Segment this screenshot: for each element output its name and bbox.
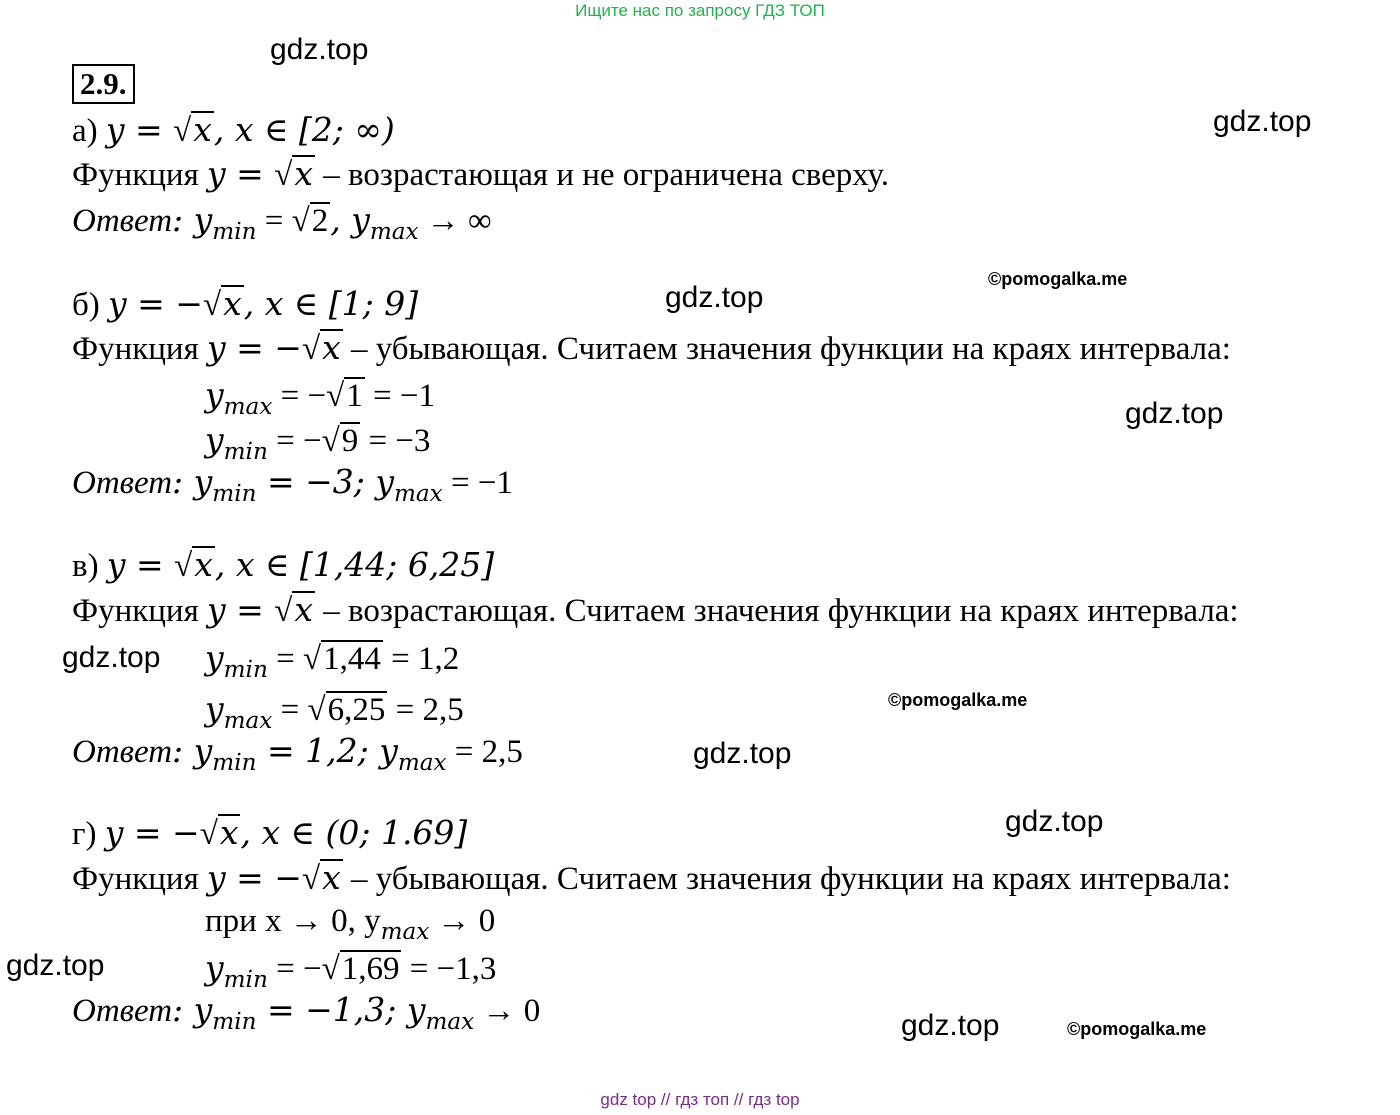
part-b-calc-max: $y_{max} = -√1 = -1$ (205, 375, 435, 421)
copyright-mark: ©pomogalka.me (888, 690, 1028, 710)
watermark: gdz.top (270, 33, 369, 66)
watermark: gdz.top (1005, 805, 1104, 838)
part-d-answer: Ответ: $y_{min} = -1,3$; $y_{max} \to 0$ (72, 990, 541, 1036)
watermark: gdz.top (6, 949, 105, 982)
top-banner: Ищите нас по запросу ГДЗ ТОП (575, 1, 825, 20)
part-d-calc-max: при x → 0, $y_{max} \to 0$ (205, 903, 496, 946)
part-a-description: Функция y = √x – возрастающая и не ограничена сверху. (72, 154, 889, 193)
part-c-answer: Ответ: $y_{min} = 1,2$; $y_{max} = 2,5$ (72, 731, 523, 777)
part-b-heading: б) y = −√x, x ∈ [1; 9] (72, 284, 419, 323)
copyright-mark: ©pomogalka.me (1067, 1019, 1207, 1039)
copyright-mark: ©pomogalka.me (988, 269, 1128, 289)
part-b-calc-min: $y_{min} = -√9 = -3$ (205, 420, 431, 466)
watermark: gdz.top (665, 281, 764, 314)
part-a-answer: Ответ: $y_{min} = √2$, $y_{max}$ → ∞ (72, 200, 492, 246)
watermark: gdz.top (1125, 397, 1224, 430)
part-c-calc-min: $y_{min} = √1,44 = 1,2$ (205, 638, 460, 684)
part-c-heading: в) y = √x, x ∈ [1,44; 6,25] (72, 545, 495, 584)
footer-links: gdz top // гдз топ // гдз top (600, 1090, 800, 1109)
watermark: gdz.top (62, 641, 161, 674)
watermark: gdz.top (693, 737, 792, 770)
part-c-calc-max: $y_{max} = √6,25 = 2,5$ (205, 689, 464, 735)
part-d-description: Функция y = −√x – убывающая. Считаем значения функции на краях интервала: (72, 858, 1231, 897)
part-b-answer: Ответ: $y_{min} = -3$; $y_{max} = -1$ (72, 462, 513, 508)
part-a-heading: а) y = √x, x ∈ [2; ∞) (72, 110, 395, 149)
part-c-description: Функция y = √x – возрастающая. Считаем значения функции на краях интервала: (72, 590, 1239, 629)
watermark: gdz.top (1213, 105, 1312, 138)
watermark: gdz.top (901, 1009, 1000, 1042)
problem-number: 2.9. (72, 64, 135, 104)
part-b-description: Функция y = −√x – убывающая. Считаем значения функции на краях интервала: (72, 328, 1231, 367)
part-d-heading: г) y = −√x, x ∈ (0; 1.69] (72, 813, 468, 852)
part-d-calc-min: $y_{min} = -√1,69 = -1,3$ (205, 948, 497, 994)
